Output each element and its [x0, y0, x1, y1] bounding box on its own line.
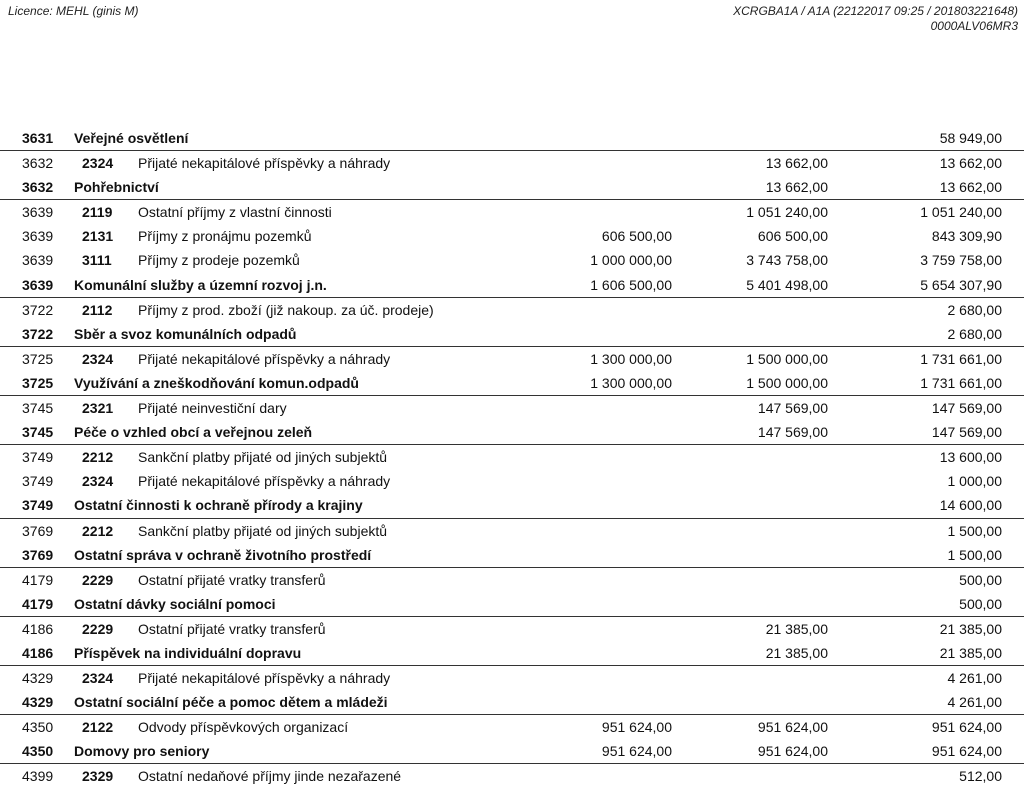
- description-cell: Komunální služby a územní rozvoj j.n.: [74, 276, 327, 293]
- adjusted-value-cell: 606 500,00: [757, 228, 828, 245]
- summary-row: [0, 420, 1024, 444]
- description-cell: Příjmy z prodeje pozemků: [138, 252, 300, 269]
- description-cell: Využívání a zneškodňování komun.odpadů: [74, 374, 359, 391]
- description-cell: Domovy pro seniory: [74, 743, 210, 760]
- actual-value-cell: 3 759 758,00: [920, 252, 1002, 269]
- table-row: [0, 714, 1024, 739]
- item-code-cell: 2324: [82, 473, 114, 490]
- paragraph-cell: 4329: [22, 670, 54, 687]
- paragraph-cell: 4399: [22, 768, 54, 785]
- table-row: [0, 346, 1024, 371]
- actual-value-cell: 500,00: [959, 595, 1002, 612]
- description-cell: Přijaté neinvestiční dary: [138, 400, 287, 417]
- actual-value-cell: 1 731 661,00: [920, 374, 1002, 391]
- item-code-cell: 2122: [82, 719, 114, 736]
- paragraph-cell: 3639: [22, 204, 54, 221]
- actual-value-cell: 2 680,00: [947, 301, 1002, 318]
- summary-row: [0, 371, 1024, 395]
- paragraph-cell: 3632: [22, 179, 54, 196]
- actual-value-cell: 1 051 240,00: [920, 204, 1002, 221]
- paragraph-cell: 3745: [22, 424, 54, 441]
- actual-value-cell: 2 680,00: [947, 325, 1002, 342]
- table-row: [0, 150, 1024, 175]
- adjusted-value-cell: 5 401 498,00: [746, 276, 828, 293]
- paragraph-cell: 3722: [22, 325, 54, 342]
- summary-row: [0, 592, 1024, 616]
- adjusted-value-cell: 1 500 000,00: [746, 374, 828, 391]
- budget-value-cell: 606 500,00: [601, 228, 672, 245]
- actual-value-cell: 951 624,00: [931, 719, 1002, 736]
- description-cell: Pohřebnictví: [74, 179, 159, 196]
- actual-value-cell: 5 654 307,90: [920, 276, 1002, 293]
- table-row: [0, 567, 1024, 592]
- actual-value-cell: 500,00: [959, 571, 1002, 588]
- description-cell: Příjmy z pronájmu pozemků: [138, 228, 312, 245]
- description-cell: Přijaté nekapitálové příspěvky a náhrady: [138, 473, 391, 490]
- actual-value-cell: 843 309,90: [931, 228, 1002, 245]
- actual-value-cell: 14 600,00: [939, 497, 1002, 514]
- budget-value-cell: 951 624,00: [601, 719, 672, 736]
- table-row: [0, 469, 1024, 493]
- summary-row: [0, 322, 1024, 346]
- description-cell: Ostatní správa v ochraně životního prostředí: [74, 546, 372, 563]
- description-cell: Ostatní nedaňové příjmy jinde nezařazené: [138, 768, 402, 785]
- budget-value-cell: 951 624,00: [601, 743, 672, 760]
- description-cell: Přijaté nekapitálové příspěvky a náhrady: [138, 350, 391, 367]
- description-cell: Ostatní přijaté vratky transferů: [138, 620, 326, 637]
- actual-value-cell: 951 624,00: [931, 743, 1002, 760]
- paragraph-cell: 4329: [22, 694, 54, 711]
- report-id: XCRGBA1A / A1A (22122017 09:25 / 201803221648): [733, 4, 1018, 18]
- description-cell: Sběr a svoz komunálních odpadů: [74, 325, 297, 342]
- report-code: 0000ALV06MR3: [930, 19, 1018, 33]
- paragraph-cell: 3639: [22, 228, 54, 245]
- paragraph-cell: 3725: [22, 374, 54, 391]
- report-header: [733, 4, 1018, 34]
- summary-row: [0, 273, 1024, 297]
- summary-row: [0, 641, 1024, 665]
- description-cell: Ostatní činnosti k ochraně přírody a krajiny: [74, 497, 363, 514]
- description-cell: Ostatní přijaté vratky transferů: [138, 571, 326, 588]
- item-code-cell: 2324: [82, 670, 114, 687]
- adjusted-value-cell: 1 500 000,00: [746, 350, 828, 367]
- item-code-cell: 3111: [82, 252, 112, 269]
- description-cell: Příspěvek na individuální dopravu: [74, 644, 302, 661]
- description-cell: Odvody příspěvkových organizací: [138, 719, 349, 736]
- item-code-cell: 2229: [82, 571, 114, 588]
- adjusted-value-cell: 147 569,00: [757, 424, 828, 441]
- paragraph-cell: 4186: [22, 620, 54, 637]
- item-code-cell: 2212: [82, 522, 114, 539]
- paragraph-cell: 3745: [22, 400, 54, 417]
- summary-row: [0, 543, 1024, 567]
- adjusted-value-cell: 21 385,00: [765, 644, 828, 661]
- actual-value-cell: 4 261,00: [947, 694, 1002, 711]
- paragraph-cell: 4186: [22, 644, 54, 661]
- paragraph-cell: 3769: [22, 522, 54, 539]
- adjusted-value-cell: 21 385,00: [765, 620, 828, 637]
- paragraph-cell: 4179: [22, 571, 54, 588]
- paragraph-cell: 3749: [22, 497, 54, 514]
- item-code-cell: 2329: [82, 768, 114, 785]
- summary-row: [0, 690, 1024, 714]
- actual-value-cell: 512,00: [959, 768, 1002, 785]
- table-row: [0, 248, 1024, 272]
- actual-value-cell: 21 385,00: [939, 644, 1002, 661]
- description-cell: Veřejné osvětlení: [74, 130, 189, 146]
- table-row: [0, 395, 1024, 420]
- paragraph-cell: 4350: [22, 719, 54, 736]
- item-code-cell: 2131: [82, 228, 114, 245]
- adjusted-value-cell: 13 662,00: [765, 155, 828, 172]
- description-cell: Sankční platby přijaté od jiných subjektů: [138, 522, 388, 539]
- actual-value-cell: 1 500,00: [947, 546, 1002, 563]
- actual-value-cell: 4 261,00: [947, 670, 1002, 687]
- item-code-cell: 2112: [82, 301, 113, 318]
- table-row: [0, 763, 1024, 788]
- paragraph-cell: 4350: [22, 743, 54, 760]
- budget-value-cell: 1 606 500,00: [590, 276, 672, 293]
- paragraph-cell: 3639: [22, 252, 54, 269]
- description-cell: Ostatní dávky sociální pomoci: [74, 595, 276, 612]
- table-row: [0, 199, 1024, 224]
- paragraph-cell: 3722: [22, 301, 54, 318]
- item-code-cell: 2321: [82, 400, 114, 417]
- summary-row: [0, 175, 1024, 199]
- description-cell: Příjmy z prod. zboží (již nakoup. za úč. prodeje): [138, 301, 434, 318]
- description-cell: Ostatní příjmy z vlastní činnosti: [138, 204, 332, 221]
- paragraph-cell: 3749: [22, 473, 54, 490]
- summary-row: [0, 126, 1024, 150]
- description-cell: Péče o vzhled obcí a veřejnou zeleň: [74, 424, 313, 441]
- actual-value-cell: 147 569,00: [931, 424, 1002, 441]
- paragraph-cell: 3725: [22, 350, 54, 367]
- table-row: [0, 518, 1024, 543]
- paragraph-cell: 3639: [22, 276, 54, 293]
- budget-value-cell: 1 300 000,00: [590, 374, 672, 391]
- description-cell: Přijaté nekapitálové příspěvky a náhrady: [138, 670, 391, 687]
- table-row: [0, 224, 1024, 248]
- description-cell: Ostatní sociální péče a pomoc dětem a mládeži: [74, 694, 388, 711]
- paragraph-cell: 3749: [22, 449, 54, 466]
- actual-value-cell: 13 662,00: [939, 179, 1002, 196]
- adjusted-value-cell: 951 624,00: [757, 719, 828, 736]
- actual-value-cell: 13 662,00: [939, 155, 1002, 172]
- actual-value-cell: 1 500,00: [947, 522, 1002, 539]
- item-code-cell: 2324: [82, 155, 114, 172]
- description-cell: Přijaté nekapitálové příspěvky a náhrady: [138, 155, 391, 172]
- budget-value-cell: 1 300 000,00: [590, 350, 672, 367]
- actual-value-cell: 13 600,00: [939, 449, 1002, 466]
- actual-value-cell: 58 949,00: [939, 130, 1002, 146]
- adjusted-value-cell: 1 051 240,00: [746, 204, 828, 221]
- item-code-cell: 2229: [82, 620, 114, 637]
- adjusted-value-cell: 13 662,00: [765, 179, 828, 196]
- item-code-cell: 2324: [82, 350, 114, 367]
- adjusted-value-cell: 3 743 758,00: [746, 252, 828, 269]
- licence-header: Licence: MEHL (ginis M): [8, 4, 139, 18]
- budget-value-cell: 1 000 000,00: [590, 252, 672, 269]
- item-code-cell: 2119: [82, 204, 113, 221]
- paragraph-cell: 3632: [22, 155, 54, 172]
- table-row: [0, 297, 1024, 322]
- paragraph-cell: 3631: [22, 130, 54, 146]
- adjusted-value-cell: 951 624,00: [757, 743, 828, 760]
- budget-table: [0, 126, 1024, 789]
- actual-value-cell: 1 000,00: [947, 473, 1002, 490]
- table-row: [0, 665, 1024, 690]
- adjusted-value-cell: 147 569,00: [757, 400, 828, 417]
- item-code-cell: 2212: [82, 449, 114, 466]
- actual-value-cell: 1 731 661,00: [920, 350, 1002, 367]
- summary-row: [0, 739, 1024, 763]
- description-cell: Sankční platby přijaté od jiných subjektů: [138, 449, 388, 466]
- actual-value-cell: 21 385,00: [939, 620, 1002, 637]
- paragraph-cell: 3769: [22, 546, 54, 563]
- paragraph-cell: 4179: [22, 595, 54, 612]
- table-row: [0, 616, 1024, 641]
- actual-value-cell: 147 569,00: [931, 400, 1002, 417]
- table-row: [0, 444, 1024, 469]
- summary-row: [0, 493, 1024, 517]
